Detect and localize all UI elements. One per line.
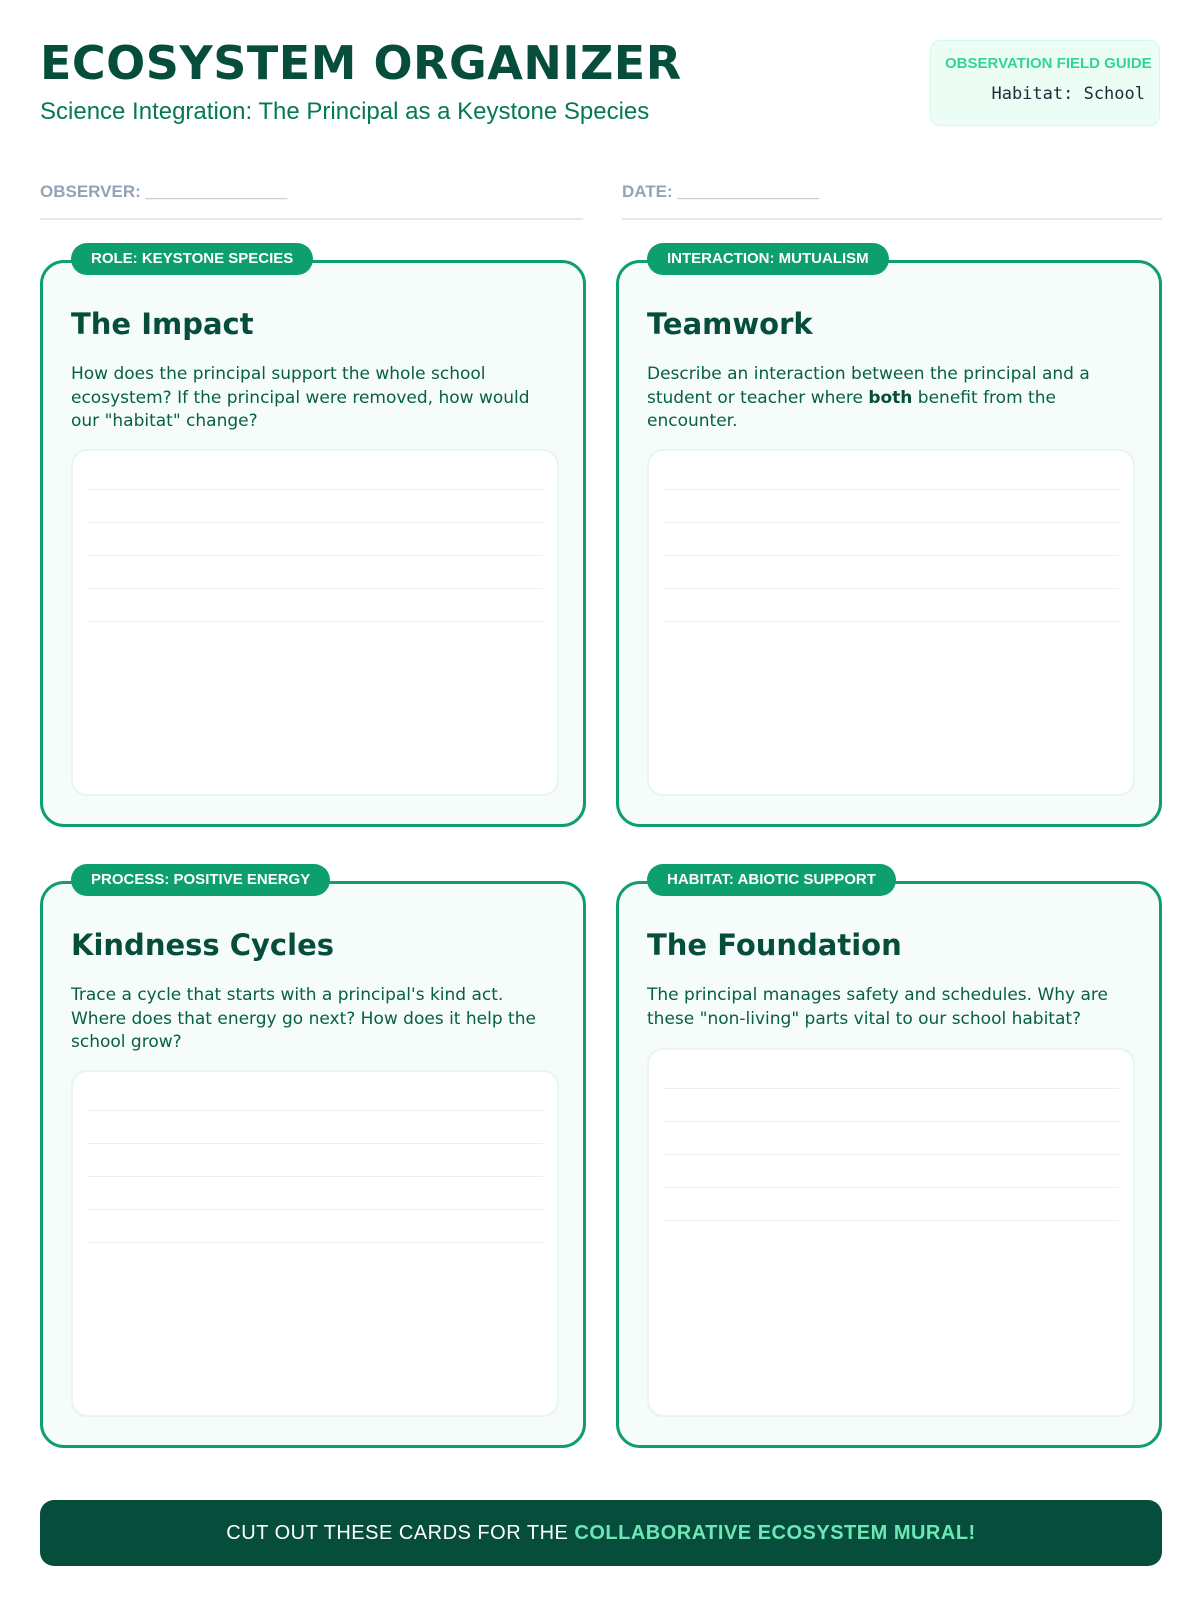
card-title: The Impact [71,307,254,341]
mural-banner [40,1500,1162,1566]
writing-line [87,1242,543,1243]
observer-field[interactable]: OBSERVER: _______________ [40,182,583,220]
writing-line [87,522,543,523]
card-badge: PROCESS: POSITIVE ENERGY [71,864,330,896]
banner-text: CUT OUT THESE CARDS FOR THE [226,1522,575,1544]
answer-box[interactable] [71,1070,559,1417]
habitat-label: Habitat: School [991,84,1145,104]
card-badge: INTERACTION: MUTUALISM [647,243,889,275]
card-badge: HABITAT: ABIOTIC SUPPORT [647,864,896,896]
card-prompt: The principal manages safety and schedules. Why are these "non-living" parts vital to our school habitat? [647,985,1109,1029]
card-prompt [647,363,1127,434]
answer-box[interactable] [647,449,1135,796]
writing-line [663,1220,1119,1221]
writing-line [663,588,1119,589]
writing-line [87,1176,543,1177]
writing-line [87,1110,543,1111]
field-guide-box [930,40,1160,126]
writing-line [663,1154,1119,1155]
writing-line [87,555,543,556]
writing-line [663,1088,1119,1089]
writing-line [663,1121,1119,1122]
card-prompt: How does the principal support the whole school ecosystem? If the principal were removed, how would our "habitat" change? [71,364,530,431]
answer-box[interactable] [647,1048,1135,1417]
card-title: The Foundation [647,928,902,962]
card-the-impact [40,250,586,827]
writing-line [663,555,1119,556]
date-field[interactable]: DATE: _______________ [622,182,1162,220]
writing-line [87,1209,543,1210]
writing-line [87,489,543,490]
writing-line [663,522,1119,523]
prompt-text: benefit from the encounter. [647,387,1056,431]
writing-line [87,621,543,622]
writing-line [663,621,1119,622]
writing-line [663,1187,1119,1188]
writing-line [87,1143,543,1144]
prompt-emphasis: both [868,387,913,408]
writing-line [663,489,1119,490]
card-title: Teamwork [647,307,813,341]
field-guide-title: OBSERVATION FIELD GUIDE [945,55,1152,72]
card-the-foundation [616,871,1162,1448]
card-prompt: Trace a cycle that starts with a principal's kind act. Where does that energy go next? How does it help the school grow? [71,985,536,1052]
card-title: Kindness Cycles [71,928,334,962]
answer-box[interactable] [71,449,559,796]
banner-highlight: COLLABORATIVE ECOSYSTEM MURAL! [574,1522,976,1544]
prompt-text: Describe an interaction between the principal and a student or teacher where [647,364,1090,408]
page-subtitle: Science Integration: The Principal as a Keystone Species [40,98,650,125]
card-kindness-cycles [40,871,586,1448]
writing-line [87,588,543,589]
card-badge: ROLE: KEYSTONE SPECIES [71,243,313,275]
page-title: ECOSYSTEM ORGANIZER [40,36,682,90]
card-teamwork [616,250,1162,827]
